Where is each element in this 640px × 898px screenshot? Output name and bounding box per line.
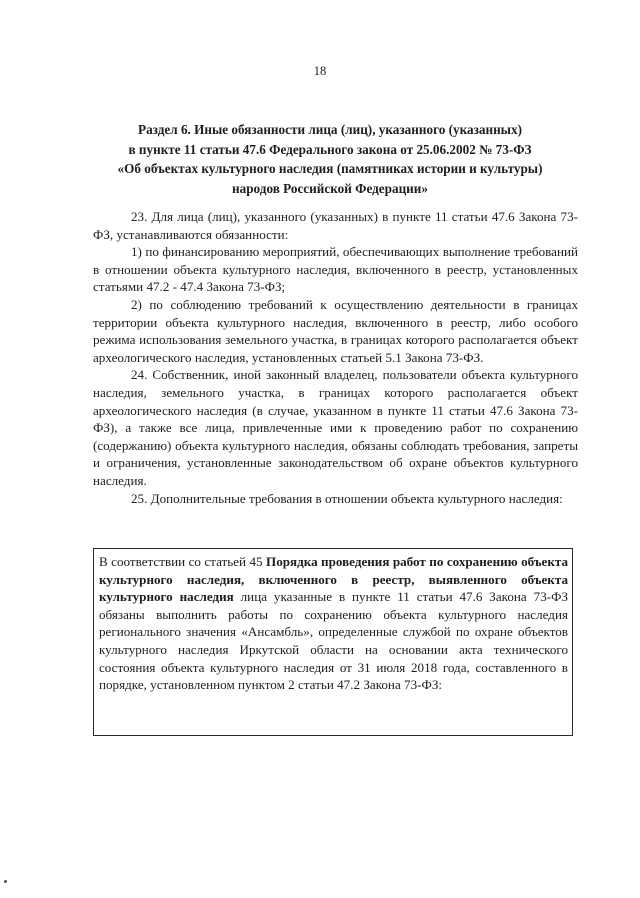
additional-requirements-box	[93, 548, 573, 736]
heading-line-1: Раздел 6. Иные обязанности лица (лиц), указанного (указанных)	[138, 122, 522, 137]
page-number: 18	[313, 64, 327, 78]
section-heading	[95, 120, 565, 198]
paragraph-24: 24. Собственник, иной законный владелец, пользователи объекта культурного наследия, земельного участка, в границах которого располагается объект археологического наследия (в случае, указанном в пункте 11 статьи 47.6 Закона 73-ФЗ), а также все лица, привлеченные ими к проведению работ по сохранению (содержанию) объекта культурного наследия, обязаны соблюдать требования, запреты и ограничения, установленные законодательством об охране объектов культурного наследия.	[93, 367, 578, 488]
box-text-prefix: В соответствии со статьей 45	[99, 554, 267, 569]
paragraph-23: 23. Для лица (лиц), указанного (указанных) в пункте 11 статьи 47.6 Закона 73-ФЗ, устанавливаются обязанности:	[93, 209, 578, 242]
paragraph-25: 25. Дополнительные требования в отношении объекта культурного наследия:	[131, 490, 563, 506]
scan-mark	[4, 880, 7, 883]
box-text-bold: Порядка проведения работ по сохранению объекта культурного наследия, включенного в реестр, выявленного объекта культурного наследия	[99, 554, 569, 605]
heading-line-4: народов Российской Федерации»	[232, 180, 428, 196]
box-text-rest: лица указанные в пункте 11 статьи 47.6 Закона 73-ФЗ обязаны выполнить работы по сохранению объекта культурного наследия регионального значения «Ансамбль», определенные службой по охране объектов культурного наследия Иркутской области на основании акта технического состояния объекта культурного наследия от 31 июля 2018 года, составленного в порядке, установленном пунктом 2 статьи 47.2 Закона 73-ФЗ:	[99, 589, 568, 693]
document-body	[93, 208, 578, 507]
heading-line-2: в пункте 11 статьи 47.6 Федерального закона от 25.06.2002 № 73-ФЗ	[128, 141, 532, 157]
heading-line-3: «Об объектах культурного наследия (памятниках истории и культуры)	[117, 161, 543, 176]
paragraph-23-item-2: 2) по соблюдению требований к осуществлению деятельности в границах территории объекта культурного наследия, включенного в реестр, либо особого режима использования земельного участка, в границах которого располагается объект археологического наследия, установленных статьей 5.1 Закона 73-ФЗ.	[93, 296, 578, 365]
paragraph-23-item-1: 1) по финансированию мероприятий, обеспечивающих выполнение требований в отношении объекта культурного наследия, включенного в реестр, установленных статьями 47.2 - 47.4 Закона 73-ФЗ;	[93, 244, 578, 295]
